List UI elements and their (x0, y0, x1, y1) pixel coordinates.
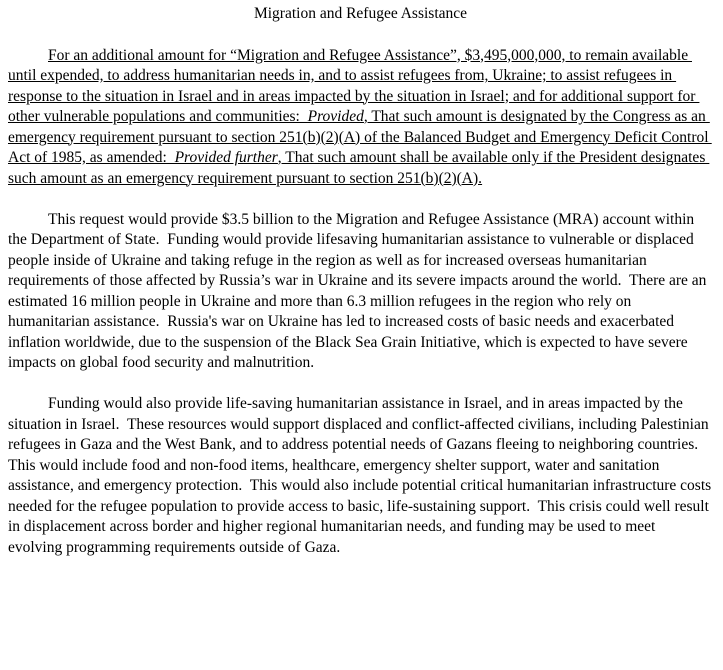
text-run: For an additional amount for “Migration and Refugee Assistance”, $3,495,000,000, to remain available until expended, to address humanitarian needs in, and to assist refugees from, Ukraine; to assist refugees in response to the situation in Israel and in areas impacted by the situation in Israel; and for additional support for other vulnerable populations and communities: (8, 46, 700, 125)
paragraph-appropriation-language (8, 46, 713, 190)
paragraph-request-overview (8, 210, 713, 374)
document-title: Migration and Refugee Assistance (253, 5, 468, 22)
text-run: , That such amount shall be available only if the President designates such amount as an emergency requirement pursuant to section 251(b)(2)(A). (8, 149, 710, 187)
text-run: This request would provide $3.5 billion to the Migration and Refugee Assistance (MRA) account within the Department of State. Funding would provide lifesaving humanitarian assistance to vulnerable or displaced people inside of Ukraine and taking refuge in the region as well as for increased overseas humanitarian requirements of those affected by Russia’s war in Ukraine and its severe impacts around the world. There are an estimated 16 million people in Ukraine and more than 6.3 million refugees in the region who rely on humanitarian assistance. Russia's war on Ukraine has led to increased costs of basic needs and exacerbated inflation worldwide, due to the suspension of the Black Sea Grain Initiative, which is expected to have severe impacts on global food security and malnutrition. (8, 210, 711, 371)
italic-text-run: Provided (307, 108, 364, 125)
italic-text-run: Provided further (174, 149, 278, 166)
text-run: Funding would also provide life-saving humanitarian assistance in Israel, and in areas impacted by the situation in Israel. These resources would support displaced and conflict-affected civilians, including Palestinian refugees in Gaza and the West Bank, and to address potential needs of Gazans fleeing to neighboring countries. This would include food and non-food items, healthcare, emergency shelter support, water and sanitation assistance, and emergency protection. This would also include potential critical humanitarian infrastructure costs needed for the refugee population to provide access to basic, life-sustaining support. This crisis could well result in displacement across border and higher regional humanitarian needs, and funding may be used to meet evolving programming requirements outside of Gaza. (8, 395, 716, 556)
text-run: , That such amount is designated by the Congress as an emergency requirement pursuant to section 251(b)(2)(A) of the Balanced Budget and Emergency Deficit Control Act of 1985, as amended: (8, 108, 712, 166)
paragraph-israel-assistance (8, 394, 716, 558)
